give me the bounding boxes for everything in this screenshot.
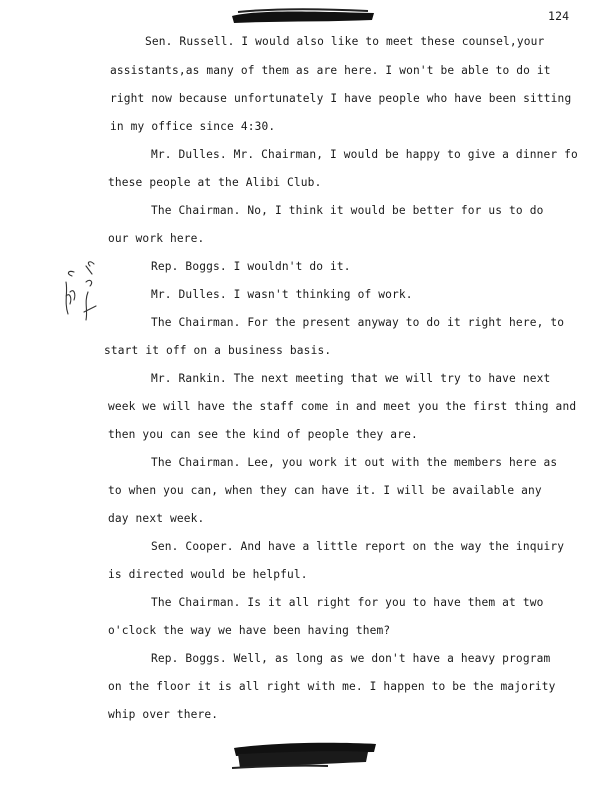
paragraph-line: week we will have the staff come in and meet you the first thing and (108, 400, 577, 413)
bottom-redaction-mark (228, 738, 380, 774)
paragraph-first-line: The Chairman. For the present anyway to do it right here, to (151, 316, 565, 329)
paragraph-line: assistants,as many of them as are here. I won't be able to do it (110, 64, 551, 77)
paragraph-first-line: Rep. Boggs. I wouldn't do it. (151, 260, 351, 273)
paragraph-first-line: Sen. Russell. I would also like to meet these counsel,your (145, 35, 545, 48)
margin-handwriting (56, 252, 116, 332)
page-number: 124 (548, 9, 570, 23)
paragraph-line: then you can see the kind of people they are. (108, 428, 418, 441)
paragraph-line: these people at the Alibi Club. (108, 176, 322, 189)
paragraph-line: o'clock the way we have been having them? (108, 624, 391, 637)
paragraph-first-line: Mr. Rankin. The next meeting that we will try to have next (151, 372, 551, 385)
paragraph-first-line: Rep. Boggs. Well, as long as we don't have a heavy program (151, 652, 551, 665)
top-redaction-mark (228, 4, 378, 26)
paragraph-first-line: Mr. Dulles. I wasn't thinking of work. (151, 288, 413, 301)
paragraph-first-line: The Chairman. No, I think it would be better for us to do (151, 204, 544, 217)
paragraph-line: start it off on a business basis. (104, 344, 332, 357)
paragraph-first-line: The Chairman. Is it all right for you to have them at two (151, 596, 544, 609)
paragraph-line: right now because unfortunately I have people who have been sitting (110, 92, 572, 105)
paragraph-line: is directed would be helpful. (108, 568, 308, 581)
paragraph-first-line: Mr. Dulles. Mr. Chairman, I would be happy to give a dinner fo (151, 148, 578, 161)
paragraph-line: day next week. (108, 512, 205, 525)
paragraph-line: to when you can, when they can have it. I will be available any (108, 484, 542, 497)
paragraph-line: whip over there. (108, 708, 219, 721)
paragraph-line: in my office since 4:30. (110, 120, 276, 133)
paragraph-first-line: The Chairman. Lee, you work it out with the members here as (151, 456, 558, 469)
paragraph-first-line: Sen. Cooper. And have a little report on the way the inquiry (151, 540, 565, 553)
paragraph-line: our work here. (108, 232, 205, 245)
paragraph-line: on the floor it is all right with me. I happen to be the majority (108, 680, 556, 693)
